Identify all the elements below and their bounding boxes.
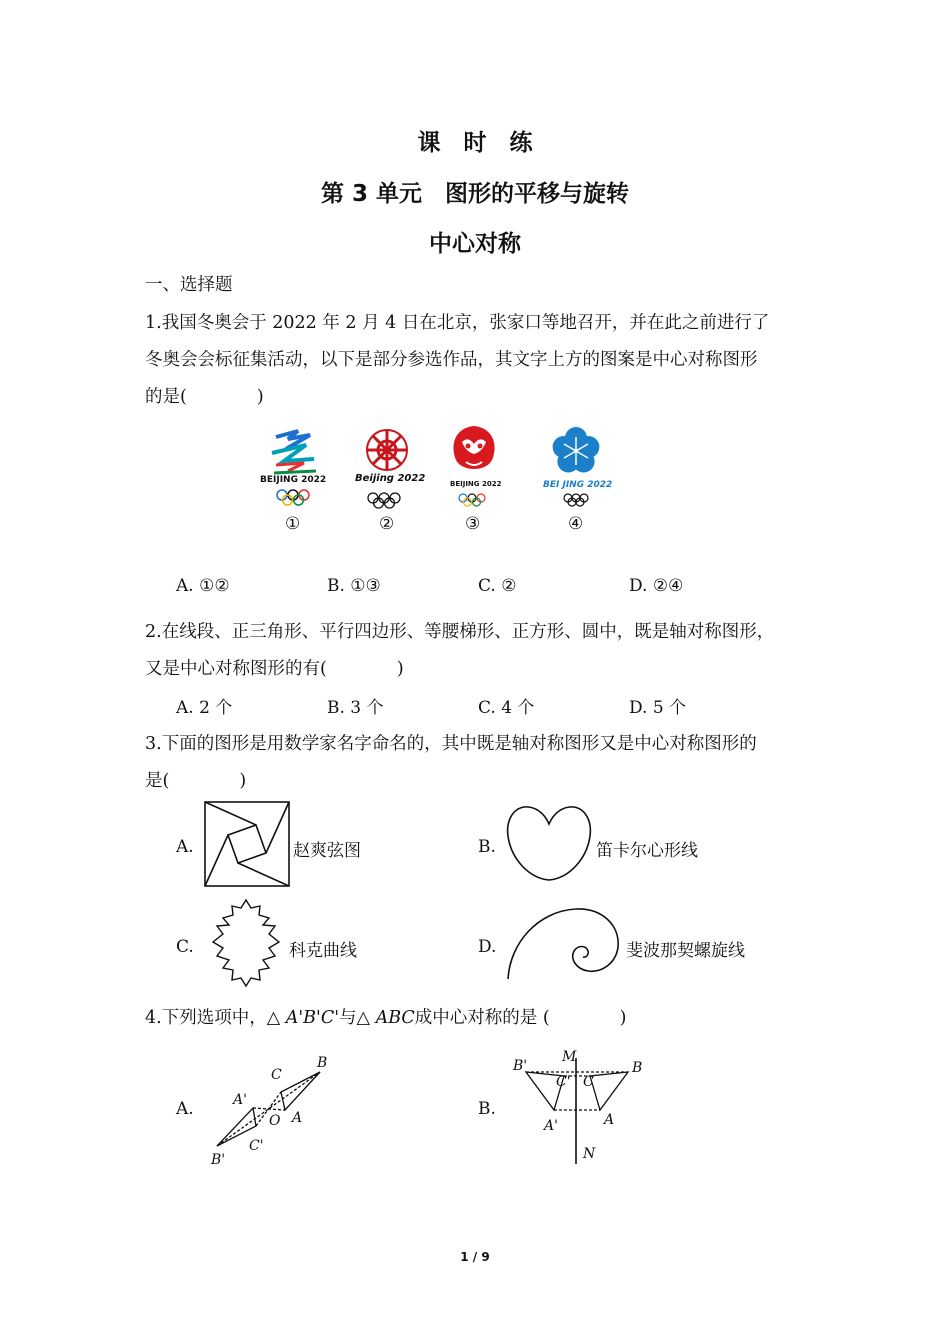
q4-option-a-figure [205, 1052, 340, 1167]
q4-option-b-figure [508, 1046, 653, 1168]
q3-option-a-label: 赵爽弦图 [293, 841, 361, 861]
q3-option-a-letter[interactable]: A. [176, 837, 194, 857]
q3-option-b-letter[interactable]: B. [478, 837, 496, 857]
q1-line2: 冬奥会会标征集活动，以下是部分参选作品，其文字上方的图案是中心对称图形 [145, 350, 758, 370]
q2-option-c[interactable]: C. 4 个 [478, 698, 535, 718]
point-label-a-prime: A' [233, 1092, 247, 1108]
point-label-a: A [292, 1110, 303, 1126]
point-label-b: B [632, 1060, 643, 1076]
q1-option-a[interactable]: A. ①② [176, 576, 230, 596]
page-number: 1 / 9 [460, 1250, 490, 1264]
q4-triangle-prime: △ A'B'C' [266, 1008, 340, 1028]
lesson-title: 中心对称 [429, 231, 521, 257]
logo-1-caption: BEIJING 2022 [260, 475, 327, 485]
q4-option-b-letter[interactable]: B. [478, 1099, 496, 1119]
q4-prefix: 4.下列选项中， [145, 1008, 267, 1028]
logo-4-number: ④ [568, 514, 584, 534]
q1-option-c[interactable]: C. ② [478, 576, 517, 596]
q2-line1: 2.在线段、正三角形、平行四边形、等腰梯形、正方形、圆中，既是轴对称图形， [145, 622, 775, 642]
point-label-b: B [317, 1055, 328, 1071]
fibonacci-spiral-figure [504, 903, 624, 983]
q4-suffix: 成中心对称的是 ( ) [414, 1008, 627, 1028]
q4-mid: 与 [339, 1008, 357, 1028]
q4-option-a-letter[interactable]: A. [176, 1099, 194, 1119]
q3-option-c-label: 科克曲线 [289, 941, 357, 961]
logo-2-number: ② [379, 514, 395, 534]
point-label-o: O [269, 1113, 281, 1129]
q2-line2: 又是中心对称图形的有( ) [145, 659, 404, 679]
q3-option-c-letter[interactable]: C. [176, 937, 194, 957]
q1-line3: 的是( ) [145, 387, 264, 407]
section-heading: 一、选择题 [145, 275, 233, 295]
point-label-b-prime: B' [513, 1058, 528, 1074]
point-label-c-prime: C' [249, 1138, 264, 1154]
point-label-n: N [583, 1146, 596, 1162]
q3-line1: 3.下面的图形是用数学家名字命名的，其中既是轴对称图形又是中心对称图形的 [145, 734, 757, 754]
q4-triangle-abc: △ ABC [356, 1008, 415, 1028]
point-label-c: C [271, 1067, 282, 1083]
q2-option-a[interactable]: A. 2 个 [176, 698, 233, 718]
point-label-a: A [604, 1112, 615, 1128]
point-label-b-prime: B' [211, 1152, 226, 1168]
point-label-a-prime: A' [544, 1118, 558, 1134]
q2-option-d[interactable]: D. 5 个 [629, 698, 687, 718]
logo-1-number: ① [285, 514, 301, 534]
logo-3-caption: BEIJING 2022 [450, 480, 502, 488]
koch-curve-figure [203, 898, 289, 988]
q3-line2: 是( ) [145, 771, 247, 791]
q4-stem [145, 1004, 627, 1029]
point-label-c: C [583, 1074, 594, 1090]
page-title: 课 时 练 [417, 130, 533, 156]
cardioid-figure [504, 804, 594, 884]
q3-option-b-label: 笛卡尔心形线 [596, 841, 698, 861]
logo-4-caption: BEI JING 2022 [543, 480, 613, 490]
point-label-c-prime: C' [556, 1074, 571, 1090]
logo-3-number: ③ [465, 514, 481, 534]
q1-line1: 1.我国冬奥会于 2022 年 2 月 4 日在北京，张家口等地召开，并在此之前进行了 [145, 313, 770, 333]
zhao-shuang-diagram [204, 801, 292, 889]
q3-option-d-label: 斐波那契螺旋线 [626, 941, 745, 961]
point-label-m: M [562, 1049, 577, 1065]
q2-option-b[interactable]: B. 3 个 [327, 698, 384, 718]
q1-option-b[interactable]: B. ①③ [327, 576, 381, 596]
q1-option-d[interactable]: D. ②④ [629, 576, 684, 596]
q3-option-d-letter[interactable]: D. [478, 937, 497, 957]
logo-2-caption: Beijing 2022 [355, 473, 426, 484]
unit-title: 第 3 单元 图形的平移与旋转 [320, 181, 630, 207]
